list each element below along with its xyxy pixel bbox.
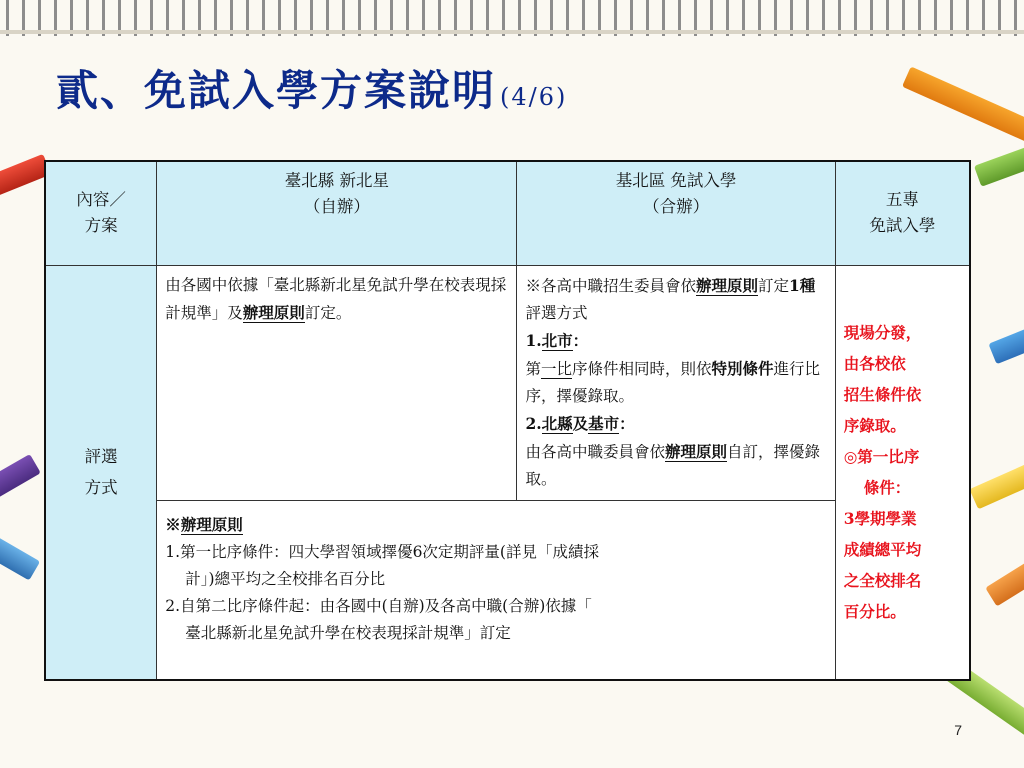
cell-implementation-principles: ※辦理原則 1.第一比序條件：四大學習領域擇優6次定期評量(詳見「成績採 計」)總平均之全校排名百分比 2.自第二比序條件起：由各國中(自辦)及各高中職(合辦)依據「 臺北縣新北星免試升學在校表現採計規準」訂定 bbox=[157, 500, 835, 680]
pencil-orange-icon bbox=[985, 545, 1024, 606]
pencil-green-icon bbox=[974, 135, 1024, 186]
pencil-purple-icon bbox=[0, 454, 41, 508]
table-row bbox=[45, 500, 970, 680]
slide-title bbox=[56, 58, 567, 118]
pencil-orange-icon bbox=[902, 66, 1024, 147]
binding-bar bbox=[0, 30, 1024, 34]
col-header-keelung-taipei: 基北區 免試入學 （合辦） bbox=[517, 161, 835, 265]
cell-keelung-taipei-method: ※各高中職招生委員會依辦理原則訂定1種評選方式 1.北市： 第一比序條件相同時，則依特別條件進行比序，擇優錄取。 2.北縣及基市： 由各高中職委員會依辦理原則自訂，擇優錄取。 bbox=[517, 265, 835, 500]
row-header-selection-method: 評選 方式 bbox=[45, 265, 157, 680]
cell-taipei-county-method: 由各國中依據「臺北縣新北星免試升學在校表現採計規準」及辦理原則訂定。 bbox=[157, 265, 517, 500]
pencil-blue-icon bbox=[0, 521, 40, 580]
slide-title-sub: (4/6) bbox=[500, 83, 568, 111]
table-row bbox=[45, 265, 970, 500]
pencil-yellow-icon bbox=[969, 453, 1024, 510]
col-header-taipei-county: 臺北縣 新北星 （自辦） bbox=[157, 161, 517, 265]
pencil-blue-icon bbox=[988, 318, 1024, 365]
col-header-five-year: 五專 免試入學 bbox=[835, 161, 970, 265]
page-number: 7 bbox=[954, 722, 962, 738]
admission-plan-table bbox=[44, 160, 971, 681]
corner-header: 內容／ 方案 bbox=[45, 161, 157, 265]
table-header-row bbox=[45, 161, 970, 265]
cell-five-year-method: 現場分發， 由各校依 招生條件依 序錄取。 ◎第一比序 條件： 3學期學業 成績總平均 之全校排名 百分比。 bbox=[835, 265, 970, 680]
slide-title-main: 貳、免試入學方案說明 bbox=[56, 66, 497, 115]
